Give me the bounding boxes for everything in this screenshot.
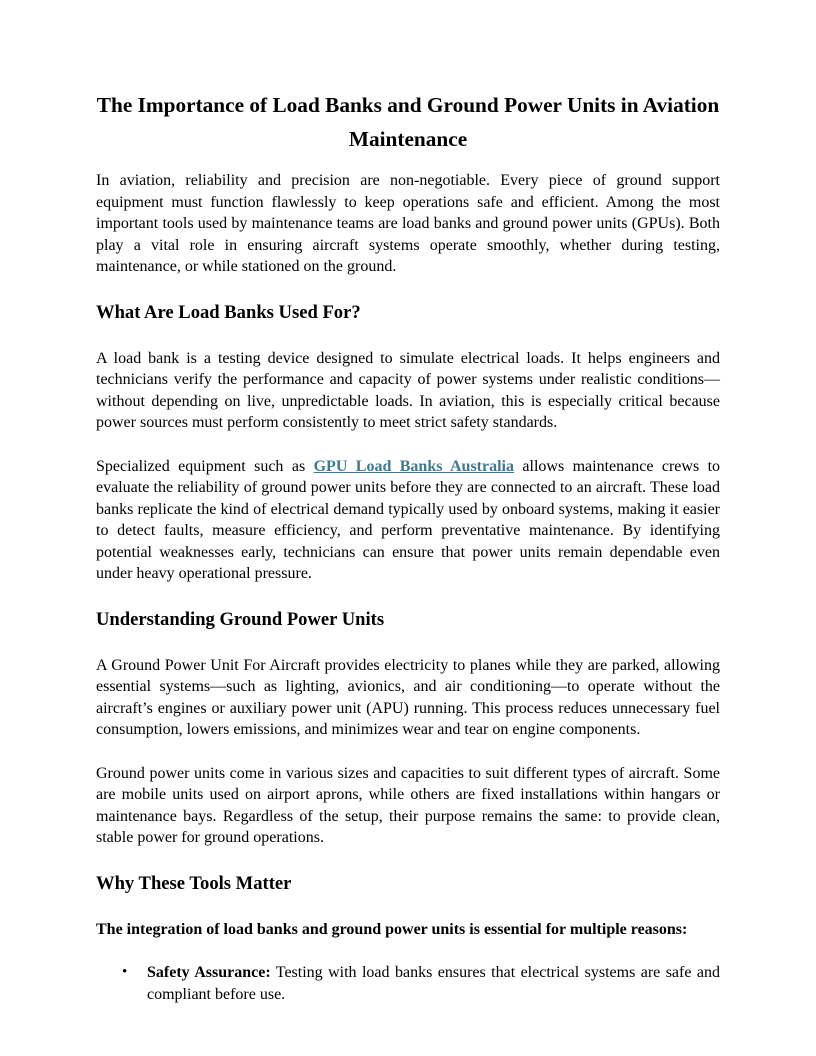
list-item-safety-assurance	[96, 962, 720, 1005]
paragraph-specialized-equipment	[96, 456, 720, 585]
paragraph-load-bank-definition: A load bank is a testing device designed to simulate electrical loads. It helps engineers and technicians verify the performance and capacity of power systems under realistic conditions—without depending on live, unpredictable loads. In aviation, this is especially critical because power sources must perform consistently to meet strict safety standards.	[96, 349, 720, 431]
integration-statement: The integration of load banks and ground power units is essential for multiple reasons:	[96, 920, 688, 938]
paragraph-text-pre-link: Specialized equipment such as	[96, 457, 314, 475]
document-title: The Importance of Load Banks and Ground Power Units in Aviation Maintenance	[96, 93, 720, 151]
paragraph-gpu-definition: A Ground Power Unit For Aircraft provides electricity to planes while they are parked, allowing essential systems—such as lighting, avionics, and air conditioning—to operate without the aircraft’s engines or auxiliary power unit (APU) running. This process reduces unnecessary fuel consumption, lowers emissions, and minimizes wear and tear on engine components.	[96, 656, 720, 738]
reasons-list	[96, 962, 720, 1005]
section-heading-load-banks: What Are Load Banks Used For?	[96, 301, 361, 323]
intro-paragraph: In aviation, reliability and precision are non-negotiable. Every piece of ground support equipment must function flawlessly to keep operations safe and efficient. Among the most important tools used by maintenance teams are load banks and ground power units (GPUs). Both play a vital role in ensuring aircraft systems operate smoothly, whether during testing, maintenance, or while stationed on the ground.	[96, 172, 720, 275]
section-heading-ground-power-units: Understanding Ground Power Units	[96, 608, 385, 630]
list-item-body	[147, 962, 720, 1005]
paragraph-gpu-sizes: Ground power units come in various sizes and capacities to suit different types of aircraft. Some are mobile units used on airport aprons, while others are fixed installations within hangars or maintenance bays. Regardless of the setup, their purpose remains the same: to provide clean, stable power for ground operations.	[96, 764, 720, 846]
paragraph-text-post-link: allows maintenance crews to evaluate the reliability of ground power units before they are connected to an aircraft. These load banks replicate the kind of electrical demand typically used by onboard systems, making it easier to detect faults, measure efficiency, and perform preventative maintenance. By identifying potential weaknesses early, technicians can ensure that power units remain dependable even under heavy operational pressure.	[96, 457, 721, 582]
bullet-text: Testing with load banks ensures that electrical systems are safe and compliant before use.	[147, 964, 721, 1003]
gpu-load-banks-australia-link[interactable]: GPU Load Banks Australia	[313, 457, 514, 475]
section-heading-why-tools-matter: Why These Tools Matter	[96, 872, 292, 894]
bullet-label: Safety Assurance:	[147, 964, 271, 981]
bullet-icon: •	[122, 964, 128, 980]
